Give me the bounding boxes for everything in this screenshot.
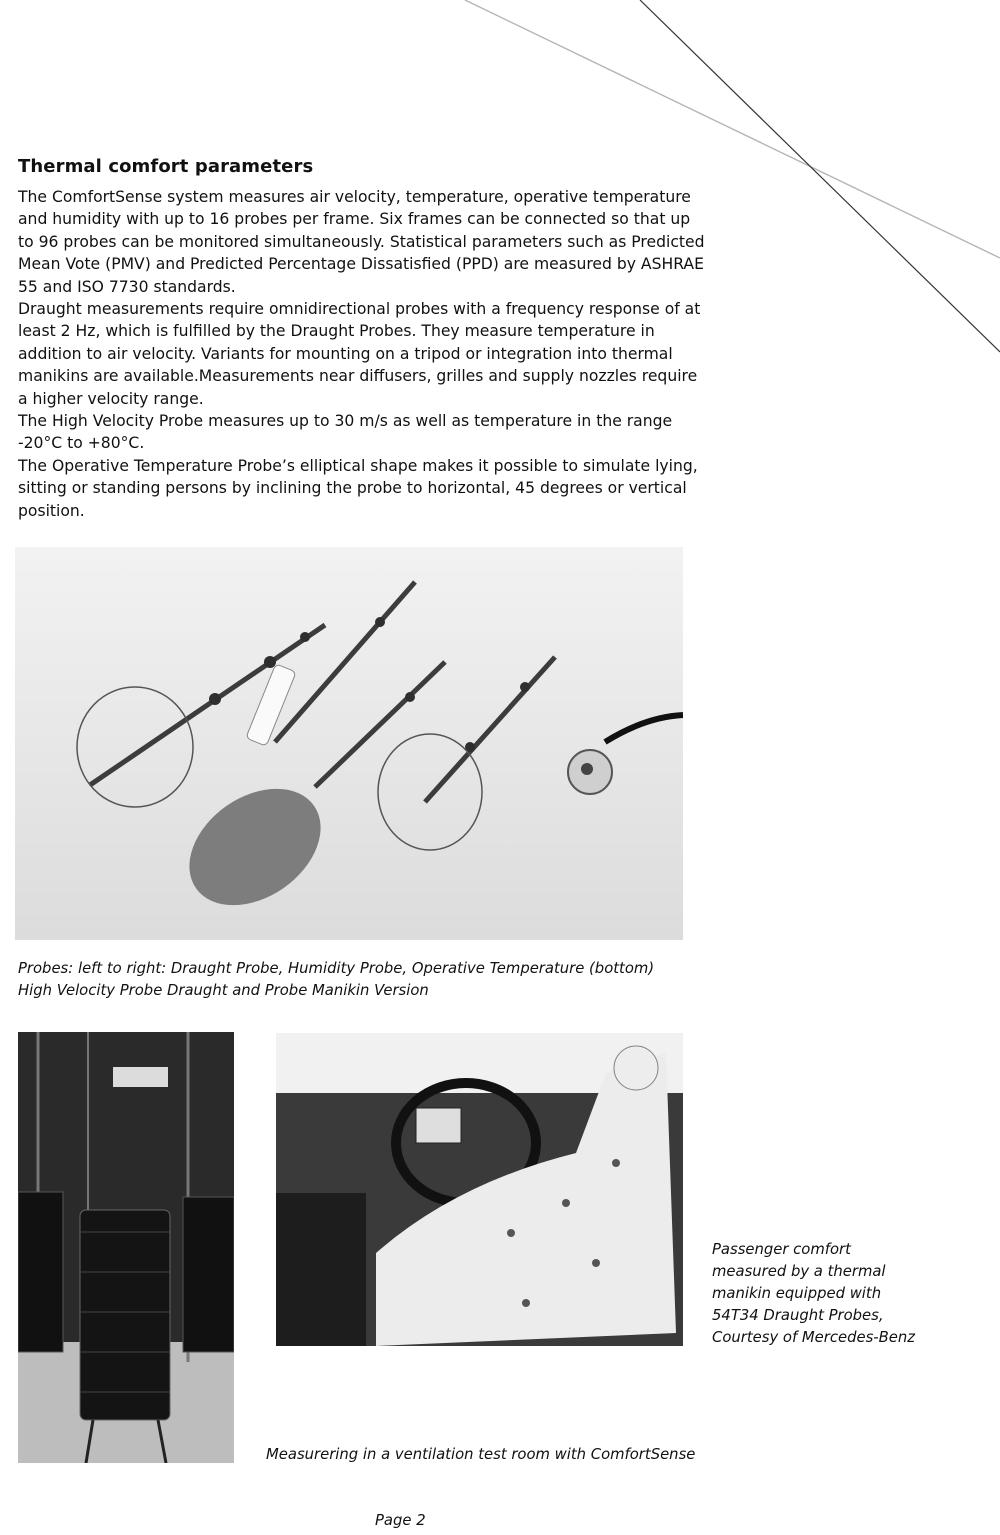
probes-photo [15,547,683,940]
car-caption-line-5: Courtesy of Mercedes-Benz [712,1329,916,1346]
car-caption [712,1239,952,1349]
probes-caption-line-1: Probes: left to right: Draught Probe, Humidity Probe, Operative Temperature (bottom) [18,960,655,977]
probes-caption [18,958,698,1002]
car-manikin-photo [276,1033,683,1346]
ventilation-room-photo [18,1032,234,1463]
paragraph-high-velocity-probe: The High Velocity Probe measures up to 30 m/s as well as temperature in the range -20°C to +80°C. [18,412,673,453]
car-caption-line-1: Passenger comfort [712,1241,851,1258]
paragraph-operative-temperature-probe: The Operative Temperature Probe’s elliptical shape makes it possible to simulate lying, sitting or standing persons by inclining the probe to horizontal, 45 degrees or vertical position. [18,456,698,520]
page-number: Page 2 [375,1512,426,1529]
probes-caption-line-2: High Velocity Probe Draught and Probe Manikin Version [18,982,429,999]
car-caption-line-3: manikin equipped with [712,1285,882,1302]
body-text [18,186,708,522]
paragraph-system-overview: The ComfortSense system measures air velocity, temperature, operative temperature and humidity with up to 16 probes per frame. Six frames can be connected so that up to 96 probes can be monitored simultaneously. Statistical parameters such as Predicted Mean Vote (PMV) and Predicted Percentage Dissatisfied (PPD) are measured by ASHRAE 55 and ISO 7730 standards. [18,188,705,296]
room-caption: Measurering in a ventilation test room with ComfortSense [266,1446,696,1463]
section-title: Thermal comfort parameters [18,156,314,177]
car-caption-line-4: 54T34 Draught Probes, [712,1307,884,1324]
car-caption-line-2: measured by a thermal [712,1263,886,1280]
paragraph-draught-measurements: Draught measurements require omnidirectional probes with a frequency response of at least 2 Hz, which is fulfilled by the Draught Probes. They measure temperature in addition to air velocity. Variants for mounting on a tripod or integration into thermal manikins are available.Measurements near diffusers, grilles and supply nozzles require a higher velocity range. [18,300,701,408]
